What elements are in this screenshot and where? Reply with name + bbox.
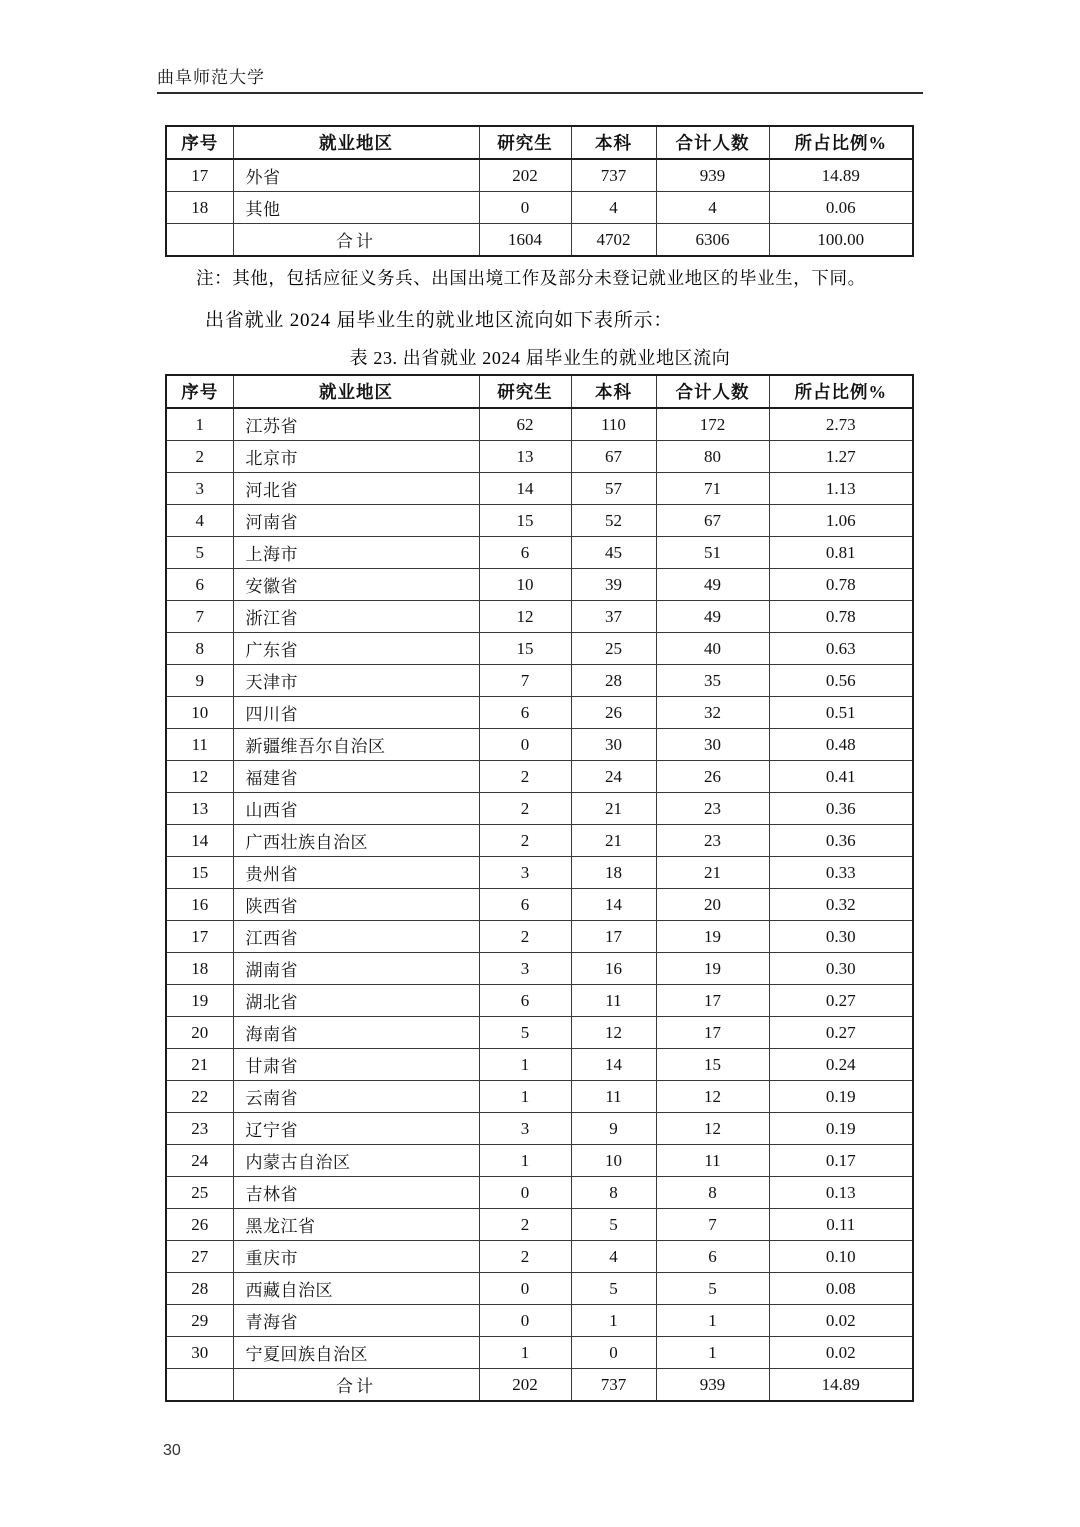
page-number: 30: [163, 1442, 181, 1459]
table-row: [166, 697, 913, 729]
cell-seq: 20: [166, 1017, 233, 1049]
cell-region: 江苏省: [233, 408, 479, 441]
table-note: 注：其他，包括应征义务兵、出国出境工作及部分未登记就业地区的毕业生，下同。: [196, 268, 866, 288]
cell-total: 1: [656, 1337, 769, 1369]
cell-percent: 0.51: [769, 697, 913, 729]
cell-graduate: 0: [479, 729, 571, 761]
cell-total: 23: [656, 793, 769, 825]
cell-percent: 14.89: [769, 159, 913, 192]
cell-percent: 0.24: [769, 1049, 913, 1081]
cell-graduate: 0: [479, 1305, 571, 1337]
cell-graduate: 62: [479, 408, 571, 441]
cell-undergraduate: 110: [571, 408, 656, 441]
cell-percent: 0.27: [769, 985, 913, 1017]
cell-undergraduate: 11: [571, 985, 656, 1017]
column-header-region: 就业地区: [233, 375, 479, 408]
table-total-row: [166, 224, 913, 257]
cell-region: 吉林省: [233, 1177, 479, 1209]
table-row: [166, 1241, 913, 1273]
table-header-row: [166, 375, 913, 408]
table-row: [166, 159, 913, 192]
cell-region: 辽宁省: [233, 1113, 479, 1145]
cell-seq: 16: [166, 889, 233, 921]
table-one-body: [166, 159, 913, 256]
cell-percent: 0.81: [769, 537, 913, 569]
cell-undergraduate: 14: [571, 889, 656, 921]
cell-undergraduate: 57: [571, 473, 656, 505]
cell-graduate: 3: [479, 953, 571, 985]
table-row: [166, 569, 913, 601]
cell-seq: 28: [166, 1273, 233, 1305]
cell-seq: 19: [166, 985, 233, 1017]
cell-seq: 6: [166, 569, 233, 601]
cell-region: 内蒙古自治区: [233, 1145, 479, 1177]
cell-undergraduate: 9: [571, 1113, 656, 1145]
cell-graduate: 14: [479, 473, 571, 505]
cell-region: 河北省: [233, 473, 479, 505]
table-row: [166, 633, 913, 665]
cell-region: 重庆市: [233, 1241, 479, 1273]
cell-percent: 0.56: [769, 665, 913, 697]
cell-region: 其他: [233, 192, 479, 224]
cell-total: 21: [656, 857, 769, 889]
cell-undergraduate: 37: [571, 601, 656, 633]
column-header-seq: 序号: [166, 126, 233, 159]
table-row: [166, 1113, 913, 1145]
cell-total: 49: [656, 569, 769, 601]
cell-region: 四川省: [233, 697, 479, 729]
column-header-undergraduate: 本科: [571, 126, 656, 159]
cell-percent: 0.36: [769, 793, 913, 825]
cell-region: 山西省: [233, 793, 479, 825]
cell-seq: 5: [166, 537, 233, 569]
header-divider: [157, 92, 923, 94]
cell-region: 浙江省: [233, 601, 479, 633]
cell-graduate: 6: [479, 985, 571, 1017]
table-row: [166, 857, 913, 889]
cell-total: 80: [656, 441, 769, 473]
cell-seq-empty: [166, 1369, 233, 1402]
cell-seq: 23: [166, 1113, 233, 1145]
cell-total: 20: [656, 889, 769, 921]
cell-region: 福建省: [233, 761, 479, 793]
table-row: [166, 1305, 913, 1337]
cell-total-graduate: 202: [479, 1369, 571, 1402]
cell-graduate: 2: [479, 761, 571, 793]
table-row: [166, 441, 913, 473]
column-header-total: 合计人数: [656, 126, 769, 159]
cell-seq: 3: [166, 473, 233, 505]
cell-total-undergraduate: 4702: [571, 224, 656, 257]
table-row: [166, 537, 913, 569]
table-row: [166, 985, 913, 1017]
table-row: [166, 1273, 913, 1305]
cell-graduate: 2: [479, 793, 571, 825]
cell-undergraduate: 52: [571, 505, 656, 537]
lead-in-paragraph: 出省就业 2024 届毕业生的就业地区流向如下表所示：: [205, 310, 674, 331]
cell-seq: 8: [166, 633, 233, 665]
cell-total: 172: [656, 408, 769, 441]
table-row: [166, 1081, 913, 1113]
cell-seq-empty: [166, 224, 233, 257]
cell-region: 湖南省: [233, 953, 479, 985]
table-row: [166, 1337, 913, 1369]
cell-undergraduate: 17: [571, 921, 656, 953]
cell-region: 广东省: [233, 633, 479, 665]
cell-graduate: 3: [479, 1113, 571, 1145]
cell-total: 1: [656, 1305, 769, 1337]
cell-total-percent: 100.00: [769, 224, 913, 257]
cell-graduate: 6: [479, 889, 571, 921]
cell-graduate: 2: [479, 921, 571, 953]
cell-undergraduate: 10: [571, 1145, 656, 1177]
table-row: [166, 889, 913, 921]
column-header-region: 就业地区: [233, 126, 479, 159]
column-header-undergraduate: 本科: [571, 375, 656, 408]
cell-undergraduate: 25: [571, 633, 656, 665]
cell-seq: 24: [166, 1145, 233, 1177]
cell-total: 4: [656, 192, 769, 224]
cell-seq: 17: [166, 921, 233, 953]
cell-total: 19: [656, 921, 769, 953]
cell-undergraduate: 8: [571, 1177, 656, 1209]
cell-total: 17: [656, 985, 769, 1017]
cell-percent: 0.41: [769, 761, 913, 793]
employment-region-table-continued: [165, 125, 914, 257]
cell-region: 天津市: [233, 665, 479, 697]
column-header-seq: 序号: [166, 375, 233, 408]
cell-seq: 22: [166, 1081, 233, 1113]
cell-seq: 10: [166, 697, 233, 729]
cell-total: 8: [656, 1177, 769, 1209]
table-one-header: [166, 126, 913, 159]
table-row: [166, 1017, 913, 1049]
cell-undergraduate: 5: [571, 1273, 656, 1305]
cell-total-graduate: 1604: [479, 224, 571, 257]
cell-total: 26: [656, 761, 769, 793]
cell-undergraduate: 737: [571, 159, 656, 192]
table-row: [166, 1145, 913, 1177]
cell-region: 西藏自治区: [233, 1273, 479, 1305]
cell-region: 青海省: [233, 1305, 479, 1337]
cell-graduate: 12: [479, 601, 571, 633]
cell-graduate: 6: [479, 697, 571, 729]
institution-name: 曲阜师范大学: [157, 68, 265, 87]
cell-total-label: 合计: [233, 224, 479, 257]
cell-region: 湖北省: [233, 985, 479, 1017]
cell-total: 35: [656, 665, 769, 697]
cell-percent: 0.48: [769, 729, 913, 761]
cell-percent: 0.36: [769, 825, 913, 857]
table-header-row: [166, 126, 913, 159]
cell-percent: 0.08: [769, 1273, 913, 1305]
cell-percent: 0.02: [769, 1305, 913, 1337]
table-two-header: [166, 375, 913, 408]
cell-graduate: 1: [479, 1081, 571, 1113]
cell-seq: 1: [166, 408, 233, 441]
cell-total: 67: [656, 505, 769, 537]
cell-seq: 18: [166, 953, 233, 985]
cell-seq: 17: [166, 159, 233, 192]
cell-graduate: 1: [479, 1049, 571, 1081]
cell-seq: 18: [166, 192, 233, 224]
table-row: [166, 793, 913, 825]
cell-graduate: 6: [479, 537, 571, 569]
cell-total: 30: [656, 729, 769, 761]
cell-seq: 2: [166, 441, 233, 473]
cell-total: 17: [656, 1017, 769, 1049]
cell-percent: 0.32: [769, 889, 913, 921]
table-row: [166, 505, 913, 537]
cell-graduate: 10: [479, 569, 571, 601]
cell-region: 外省: [233, 159, 479, 192]
cell-region: 黑龙江省: [233, 1209, 479, 1241]
cell-graduate: 2: [479, 1209, 571, 1241]
cell-percent: 0.19: [769, 1081, 913, 1113]
cell-graduate: 0: [479, 192, 571, 224]
cell-graduate: 15: [479, 505, 571, 537]
table-row: [166, 729, 913, 761]
cell-region: 北京市: [233, 441, 479, 473]
cell-percent: 1.13: [769, 473, 913, 505]
cell-undergraduate: 1: [571, 1305, 656, 1337]
cell-seq: 30: [166, 1337, 233, 1369]
cell-total: 32: [656, 697, 769, 729]
table-row: [166, 601, 913, 633]
cell-seq: 13: [166, 793, 233, 825]
cell-seq: 7: [166, 601, 233, 633]
table-total-row: [166, 1369, 913, 1402]
cell-percent: 0.27: [769, 1017, 913, 1049]
table-row: [166, 825, 913, 857]
cell-region: 河南省: [233, 505, 479, 537]
cell-seq: 26: [166, 1209, 233, 1241]
cell-total: 6: [656, 1241, 769, 1273]
table-row: [166, 473, 913, 505]
cell-total: 12: [656, 1081, 769, 1113]
cell-undergraduate: 39: [571, 569, 656, 601]
cell-undergraduate: 45: [571, 537, 656, 569]
cell-region: 甘肃省: [233, 1049, 479, 1081]
table-row: [166, 953, 913, 985]
cell-graduate: 202: [479, 159, 571, 192]
cell-percent: 0.17: [769, 1145, 913, 1177]
cell-total: 71: [656, 473, 769, 505]
table-one-container: [165, 125, 914, 257]
cell-region: 宁夏回族自治区: [233, 1337, 479, 1369]
cell-region: 陕西省: [233, 889, 479, 921]
running-header: [157, 68, 923, 94]
cell-graduate: 2: [479, 825, 571, 857]
cell-undergraduate: 28: [571, 665, 656, 697]
cell-graduate: 3: [479, 857, 571, 889]
cell-seq: 14: [166, 825, 233, 857]
cell-total: 939: [656, 159, 769, 192]
cell-undergraduate: 24: [571, 761, 656, 793]
cell-graduate: 13: [479, 441, 571, 473]
cell-percent: 0.11: [769, 1209, 913, 1241]
cell-region: 安徽省: [233, 569, 479, 601]
cell-percent: 0.10: [769, 1241, 913, 1273]
cell-region: 广西壮族自治区: [233, 825, 479, 857]
cell-percent: 0.06: [769, 192, 913, 224]
cell-seq: 27: [166, 1241, 233, 1273]
cell-percent: 0.30: [769, 953, 913, 985]
cell-undergraduate: 14: [571, 1049, 656, 1081]
cell-region: 云南省: [233, 1081, 479, 1113]
cell-total-count: 939: [656, 1369, 769, 1402]
cell-undergraduate: 67: [571, 441, 656, 473]
cell-total: 49: [656, 601, 769, 633]
cell-undergraduate: 12: [571, 1017, 656, 1049]
column-header-graduate: 研究生: [479, 126, 571, 159]
cell-percent: 0.13: [769, 1177, 913, 1209]
cell-graduate: 1: [479, 1145, 571, 1177]
cell-percent: 0.63: [769, 633, 913, 665]
column-header-percent: 所占比例%: [769, 126, 913, 159]
cell-undergraduate: 21: [571, 825, 656, 857]
table-row: [166, 921, 913, 953]
cell-graduate: 7: [479, 665, 571, 697]
cell-graduate: 1: [479, 1337, 571, 1369]
cell-graduate: 15: [479, 633, 571, 665]
cell-seq: 11: [166, 729, 233, 761]
cell-undergraduate: 0: [571, 1337, 656, 1369]
cell-total-count: 6306: [656, 224, 769, 257]
cell-total-undergraduate: 737: [571, 1369, 656, 1402]
table-two-caption: 表 23. 出省就业 2024 届毕业生的就业地区流向: [349, 348, 731, 368]
cell-percent: 1.27: [769, 441, 913, 473]
table-row: [166, 665, 913, 697]
cell-seq: 15: [166, 857, 233, 889]
cell-total: 7: [656, 1209, 769, 1241]
cell-total-percent: 14.89: [769, 1369, 913, 1402]
cell-undergraduate: 4: [571, 1241, 656, 1273]
table-row: [166, 192, 913, 224]
column-header-total: 合计人数: [656, 375, 769, 408]
table-two-container: [165, 374, 914, 1402]
table-row: [166, 761, 913, 793]
out-of-province-employment-table: [165, 374, 914, 1402]
cell-seq: 29: [166, 1305, 233, 1337]
cell-seq: 21: [166, 1049, 233, 1081]
cell-region: 海南省: [233, 1017, 479, 1049]
cell-percent: 0.78: [769, 601, 913, 633]
cell-undergraduate: 18: [571, 857, 656, 889]
cell-total: 12: [656, 1113, 769, 1145]
table-two-body: [166, 408, 913, 1401]
cell-total-label: 合计: [233, 1369, 479, 1402]
cell-region: 新疆维吾尔自治区: [233, 729, 479, 761]
cell-graduate: 2: [479, 1241, 571, 1273]
cell-region: 江西省: [233, 921, 479, 953]
cell-region: 上海市: [233, 537, 479, 569]
table-row: [166, 1209, 913, 1241]
cell-total: 40: [656, 633, 769, 665]
column-header-graduate: 研究生: [479, 375, 571, 408]
cell-seq: 12: [166, 761, 233, 793]
cell-total: 5: [656, 1273, 769, 1305]
cell-total: 19: [656, 953, 769, 985]
cell-undergraduate: 16: [571, 953, 656, 985]
cell-percent: 1.06: [769, 505, 913, 537]
cell-total: 15: [656, 1049, 769, 1081]
cell-undergraduate: 4: [571, 192, 656, 224]
cell-undergraduate: 26: [571, 697, 656, 729]
cell-graduate: 5: [479, 1017, 571, 1049]
cell-percent: 0.33: [769, 857, 913, 889]
cell-total: 51: [656, 537, 769, 569]
cell-seq: 4: [166, 505, 233, 537]
cell-graduate: 0: [479, 1177, 571, 1209]
cell-graduate: 0: [479, 1273, 571, 1305]
table-row: [166, 1177, 913, 1209]
cell-seq: 9: [166, 665, 233, 697]
cell-region: 贵州省: [233, 857, 479, 889]
cell-percent: 0.30: [769, 921, 913, 953]
cell-percent: 0.78: [769, 569, 913, 601]
cell-percent: 2.73: [769, 408, 913, 441]
table-row: [166, 408, 913, 441]
cell-percent: 0.19: [769, 1113, 913, 1145]
cell-undergraduate: 21: [571, 793, 656, 825]
cell-undergraduate: 5: [571, 1209, 656, 1241]
cell-percent: 0.02: [769, 1337, 913, 1369]
cell-undergraduate: 30: [571, 729, 656, 761]
cell-total: 23: [656, 825, 769, 857]
cell-undergraduate: 11: [571, 1081, 656, 1113]
column-header-percent: 所占比例%: [769, 375, 913, 408]
cell-total: 11: [656, 1145, 769, 1177]
cell-seq: 25: [166, 1177, 233, 1209]
table-row: [166, 1049, 913, 1081]
